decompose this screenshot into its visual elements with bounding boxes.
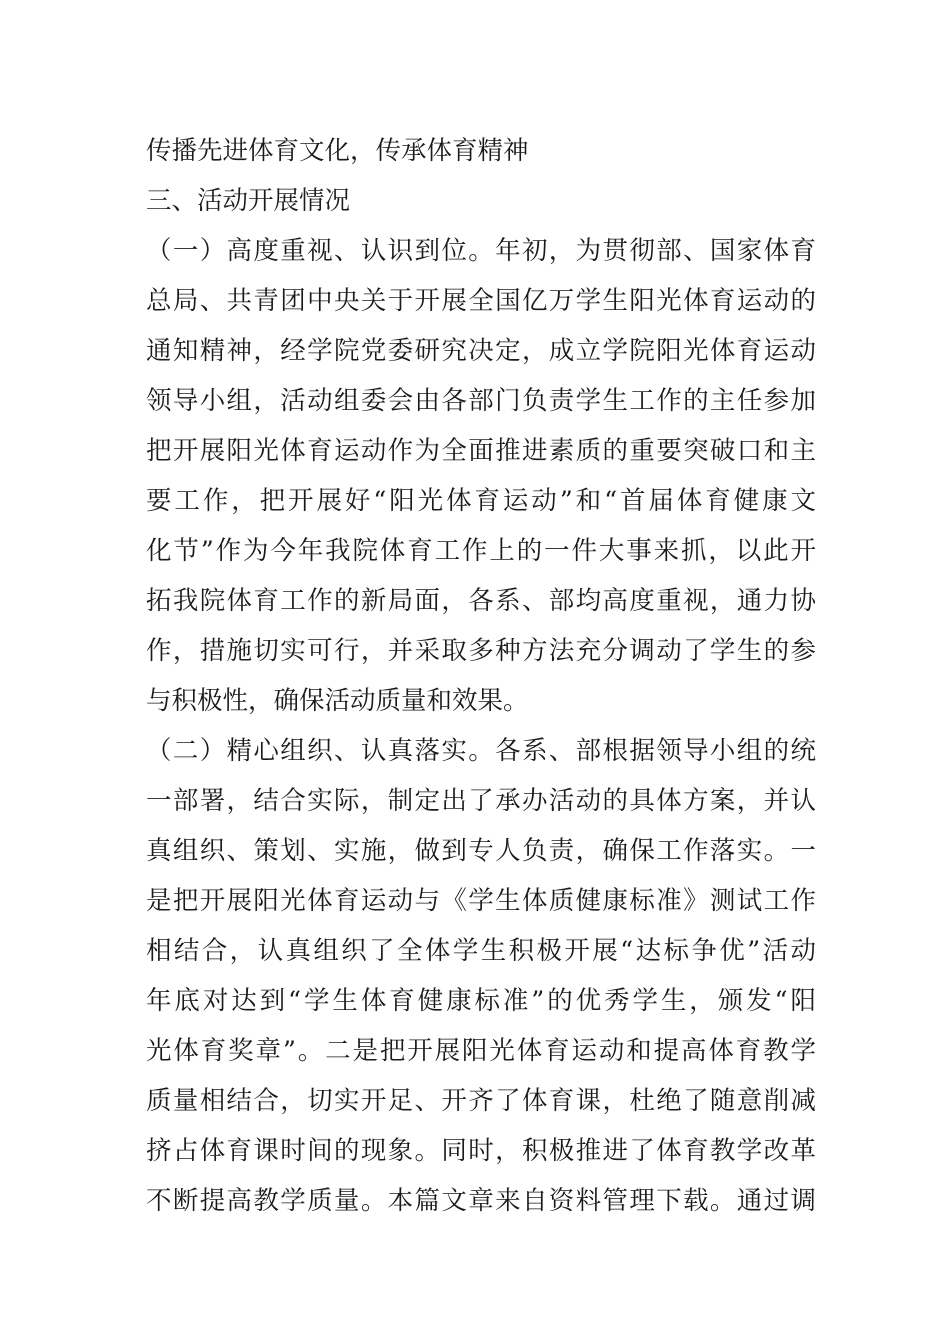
text-line: 拓我院体育工作的新局面，各系、部均高度重视，通力协 (146, 586, 816, 616)
text-line: 挤占体育课时间的现象。同时，积极推进了体育教学改革 (146, 1136, 816, 1166)
text-line: 化节”作为今年我院体育工作上的一件大事来抓，以此开 (146, 536, 816, 566)
text-line: 通知精神，经学院党委研究决定，成立学院阳光体育运动 (146, 336, 816, 366)
text-line: 真组织、策划、实施，做到专人负责，确保工作落实。一 (146, 836, 816, 866)
text-line: 一部署，结合实际，制定出了承办活动的具体方案，并认 (146, 786, 816, 816)
document-body (146, 126, 816, 1226)
text-line: 年底对达到“学生体育健康标准”的优秀学生，颁发“阳 (146, 986, 816, 1016)
text-line: 是把开展阳光体育运动与《学生体质健康标准》测试工作 (146, 886, 816, 916)
text-line: 相结合，认真组织了全体学生积极开展“达标争优”活动 (146, 936, 816, 966)
text-line: 总局、共青团中央关于开展全国亿万学生阳光体育运动的 (146, 286, 816, 316)
section-heading: 三、活动开展情况 (146, 186, 351, 216)
text-line: 质量相结合，切实开足、开齐了体育课，杜绝了随意削减 (146, 1086, 816, 1116)
text-line: （一）高度重视、认识到位。年初，为贯彻部、国家体育 (146, 236, 816, 266)
text-line: 不断提高教学质量。本篇文章来自资料管理下载。通过调 (146, 1186, 816, 1216)
text-line: 与积极性，确保活动质量和效果。 (146, 686, 529, 716)
text-line: （二）精心组织、认真落实。各系、部根据领导小组的统 (146, 736, 816, 766)
text-line: 作，措施切实可行，并采取多种方法充分调动了学生的参 (146, 636, 816, 666)
text-line: 领导小组，活动组委会由各部门负责学生工作的主任参加 (146, 386, 816, 416)
text-line: 要工作，把开展好“阳光体育运动”和“首届体育健康文 (146, 486, 816, 516)
text-line: 光体育奖章”。二是把开展阳光体育运动和提高体育教学 (146, 1036, 816, 1066)
text-line: 把开展阳光体育运动作为全面推进素质的重要突破口和主 (146, 436, 816, 466)
text-line: 传播先进体育文化，传承体育精神 (146, 136, 529, 166)
